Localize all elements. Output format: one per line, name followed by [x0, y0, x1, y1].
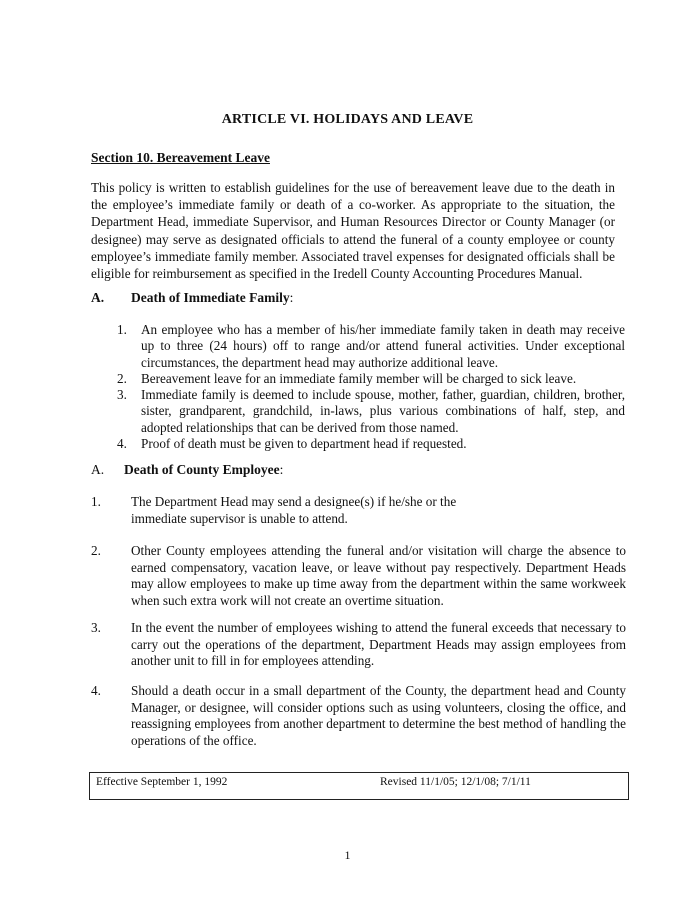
list-item-text: In the event the number of employees wishing to attend the funeral exceeds that necessary to carry out the operations of the department, Department Heads may assign employees from another unit to fill in for employees attending.: [131, 620, 626, 668]
revised-dates: Revised 11/1/05; 12/1/08; 7/1/11: [380, 776, 531, 788]
part-b-heading: A. Death of County Employee:: [91, 462, 284, 477]
list-item: [117, 436, 625, 452]
part-a-list: [117, 322, 625, 452]
list-item: [117, 387, 625, 436]
part-b-item-2: [91, 543, 626, 609]
list-item-number: 1.: [91, 494, 101, 509]
list-item-number: 1.: [117, 322, 127, 337]
page-number: 1: [344, 848, 351, 862]
list-item-text: An employee who has a member of his/her immediate family taken in death may receive up to three (24 hours) off to range and/or attend funeral activities. Under exceptional circumstances, the department head may authorize additional leave.: [141, 322, 625, 370]
effective-date: Effective September 1, 1992: [96, 776, 228, 788]
list-item-text: Immediate family is deemed to include spouse, mother, father, guardian, children, brother, sister, grandparent, grandchild, in-laws, plus various combinations of half, step, and adopted relationships that can be derived from those named.: [141, 387, 625, 435]
list-item: [91, 620, 626, 670]
section-title: Section 10. Bereavement Leave: [91, 150, 270, 165]
intro-paragraph: This policy is written to establish guidelines for the use of bereavement leave due to the death in the employee’s immediate family or death of a co-worker. As appropriate to the situation, the Department Head, immediate Supervisor, and Human Resources Director or County Manager (or designee) may serve as designated officials to attend the funeral of a county employee or county employee’s immediate family member. Associated travel expenses for designated officials shall be eligible for reimbursement as specified in the Iredell County Accounting Procedures Manual.: [91, 180, 615, 282]
part-a-heading: A. Death of Immediate Family:: [91, 290, 294, 305]
list-item: [117, 371, 625, 387]
list-item: [91, 683, 626, 749]
part-b-heading-text: Death of County Employee: [124, 462, 280, 477]
list-item-number: 2.: [91, 543, 101, 558]
list-item-number: 3.: [91, 620, 101, 635]
list-item-text: Proof of death must be given to department head if requested.: [141, 436, 467, 452]
list-item-number: 4.: [91, 683, 101, 698]
list-item-text: The Department Head may send a designee(s) if he/she or the immediate supervisor is unable to attend.: [131, 494, 457, 526]
part-b-item-1: [91, 494, 626, 527]
list-item-number: 3.: [117, 387, 127, 403]
list-item-text: Should a death occur in a small department of the County, the department head and County Manager, or designee, will consider options such as using volunteers, closing the office, and reassigning employees from another department to determine the best method of handling the operations of the office.: [131, 683, 626, 748]
list-item-number: 4.: [117, 436, 127, 452]
part-a-heading-text: Death of Immediate Family: [131, 290, 290, 305]
part-b-item-3: [91, 620, 626, 670]
list-item: [91, 543, 626, 609]
part-b-letter: A.: [91, 462, 105, 477]
list-item-text: Bereavement leave for an immediate family member will be charged to sick leave.: [141, 370, 577, 386]
list-item-number: 2.: [117, 370, 127, 386]
page-title: ARTICLE VI. HOLIDAYS AND LEAVE: [221, 112, 474, 127]
list-item: [91, 494, 626, 527]
footer-box: [89, 772, 629, 800]
list-item-text: Other County employees attending the funeral and/or visitation will charge the absence to earned compensatory, vacation leave, or leave without pay respectively. Department Heads may allow employees to make up time away from the department within the same workweek when such extra work will not create an overtime situation.: [131, 543, 626, 608]
part-a-letter: A.: [91, 290, 105, 305]
list-item: [117, 322, 625, 371]
part-b-item-4: [91, 683, 626, 749]
